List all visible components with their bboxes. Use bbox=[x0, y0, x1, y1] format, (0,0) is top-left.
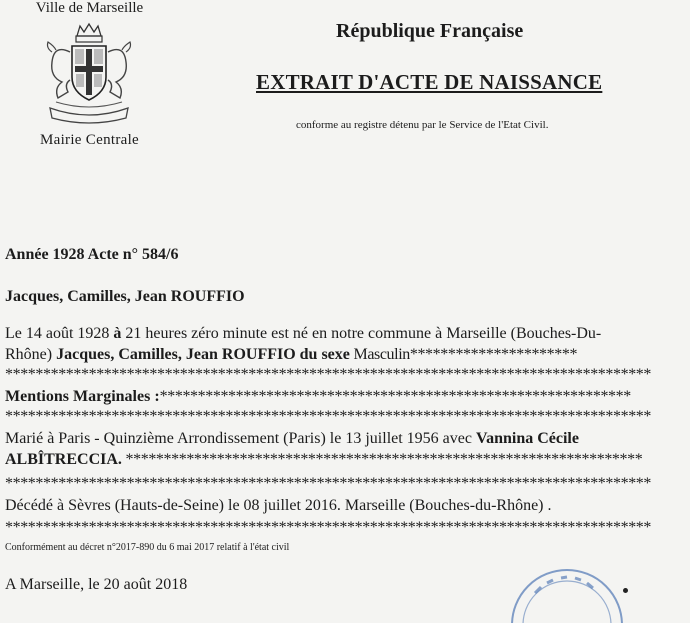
document-title: EXTRAIT D'ACTE DE NAISSANCE bbox=[256, 70, 603, 94]
decree-note: Conformément au décret n°2017-890 du 6 mai 2017 relatif à l'état civil bbox=[5, 542, 290, 553]
city-name-top: Ville de Marseille bbox=[35, 0, 144, 16]
birth-text-e: Jacques, Camilles, Jean ROUFFIO du sexe bbox=[56, 346, 350, 363]
document-subtitle: conforme au registre détenu par le Service de l'Etat Civil. bbox=[296, 119, 549, 131]
birth-line-2 bbox=[5, 346, 577, 364]
birth-text-d: Rhône) bbox=[5, 346, 57, 363]
marriage-line-1 bbox=[5, 430, 579, 448]
death-line: Décédé à Sèvres (Hauts-de-Seine) le 08 juillet 2016. Marseille (Bouches-du-Rhône) . bbox=[5, 497, 552, 514]
mentions-label: Mentions Marginales : bbox=[5, 388, 160, 405]
place-date: A Marseille, le 20 août 2018 bbox=[5, 576, 188, 593]
spouse-surname: ALBÎTRECCIA. bbox=[5, 451, 122, 468]
official-stamp-icon bbox=[505, 563, 625, 623]
marseille-coat-of-arms-icon bbox=[42, 22, 137, 130]
marriage-stars: ******************************************************************** bbox=[121, 451, 643, 468]
star-separator-3: ************************************************************************************* bbox=[5, 475, 652, 492]
ink-dot bbox=[623, 588, 628, 593]
mentions-line bbox=[5, 388, 631, 406]
birth-line-1 bbox=[5, 325, 601, 343]
republic-heading: République Française bbox=[336, 20, 524, 42]
marriage-text-a: Marié à Paris - Quinzième Arrondissement (Paris) le 13 juillet 1956 avec bbox=[5, 430, 476, 447]
city-crest bbox=[22, 0, 157, 160]
birth-text-c: 21 heures zéro minute est né en notre commune à Marseille (Bouches-Du- bbox=[121, 325, 602, 342]
year-act-line: Année 1928 Acte n° 584/6 bbox=[5, 246, 179, 263]
mentions-stars: ************************************************************** bbox=[159, 388, 631, 405]
birth-text-f: Masculin********************** bbox=[349, 346, 578, 363]
spouse-name: Vannina Cécile bbox=[475, 430, 579, 447]
person-name: Jacques, Camilles, Jean ROUFFIO bbox=[5, 288, 245, 305]
star-separator-1: ************************************************************************************* bbox=[5, 366, 652, 383]
mairie-name: Mairie Centrale bbox=[39, 132, 140, 148]
star-separator-2: ************************************************************************************* bbox=[5, 408, 652, 425]
birth-text-a: Le 14 août 1928 bbox=[5, 325, 114, 342]
birth-text-b: à bbox=[113, 325, 122, 342]
marriage-line-2 bbox=[5, 451, 642, 469]
star-separator-4: ************************************************************************************* bbox=[5, 519, 652, 536]
